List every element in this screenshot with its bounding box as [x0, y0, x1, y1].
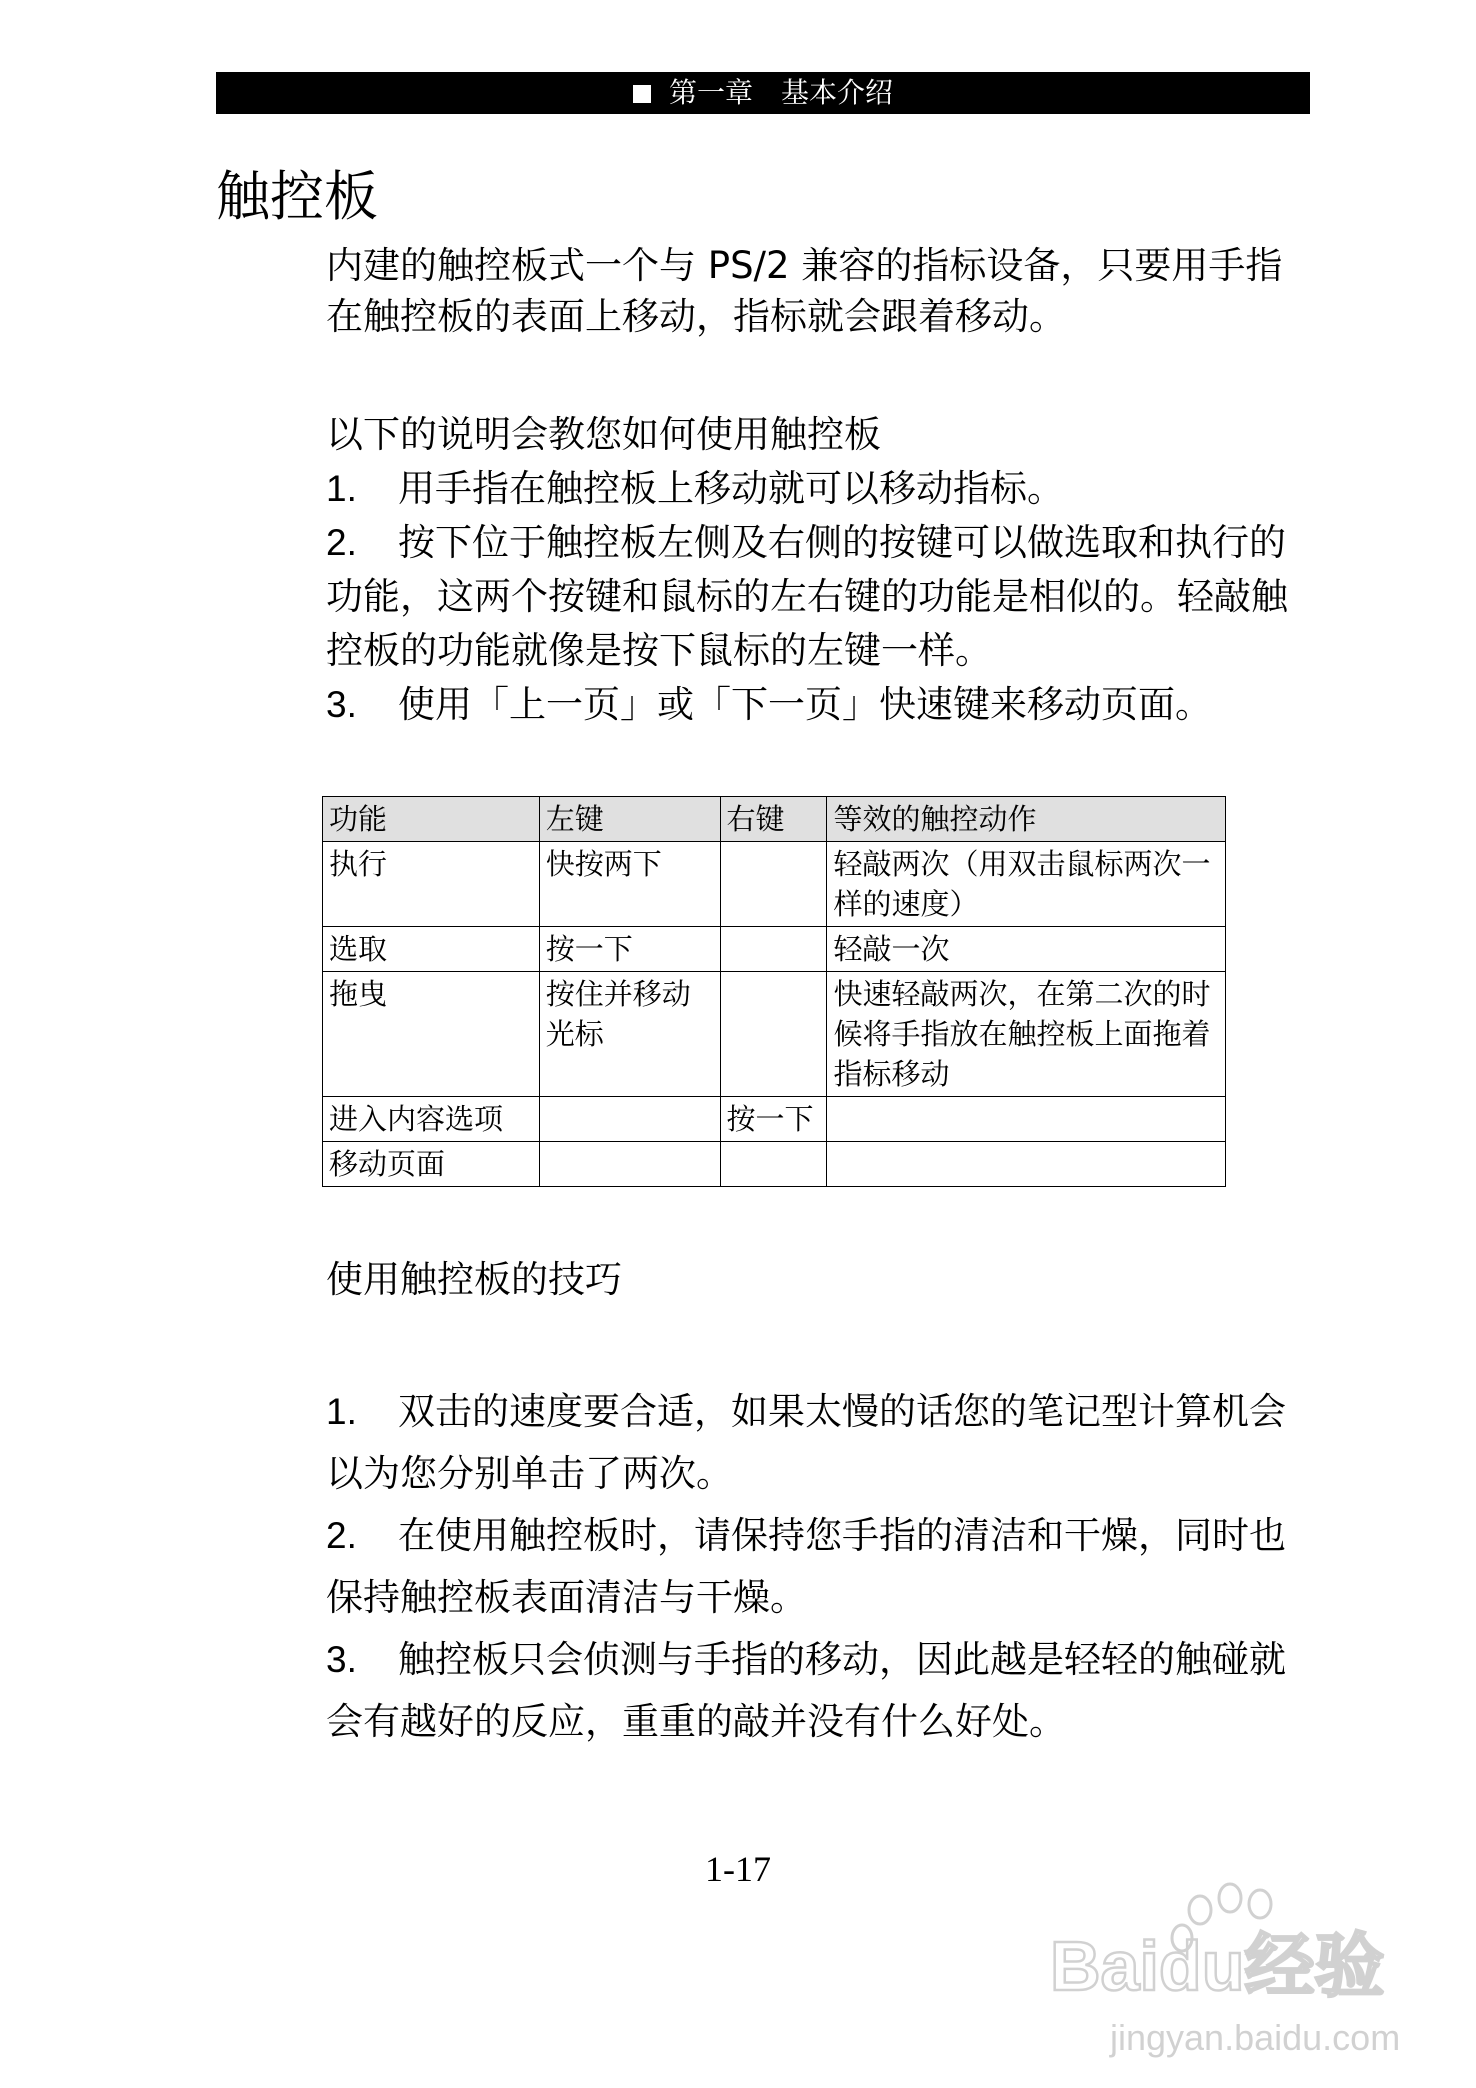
section-title: 触控板: [216, 165, 378, 228]
table-cell: [827, 1097, 1226, 1142]
list-number: 3.: [326, 684, 357, 725]
list-text: 按下位于触控板左侧及右侧的按键可以做选取和执行的功能，这两个按键和鼠标的左右键的功能是相似的。轻敲触控板的功能就像是按下鼠标的左键一样。: [326, 521, 1288, 672]
list-number: 1.: [326, 1391, 357, 1432]
table-cell: [539, 1097, 720, 1142]
table-cell: 轻敲两次（用双击鼠标两次一样的速度）: [827, 842, 1226, 927]
square-bullet-icon: [633, 85, 651, 103]
paw-toe-icon: [1219, 1884, 1241, 1912]
table-row: [323, 1142, 1226, 1187]
tips-list: [326, 1381, 1316, 1753]
list-item: [326, 1381, 1316, 1505]
table-cell: 按一下: [539, 927, 720, 972]
list-text: 使用「上一页」或「下一页」快速键来移动页面。: [398, 683, 1212, 726]
table-row: [323, 927, 1226, 972]
column-header: 右键: [720, 797, 827, 842]
table-cell: 执行: [323, 842, 540, 927]
table-cell: 快按两下: [539, 842, 720, 927]
table-cell: [720, 927, 827, 972]
list-number: 2.: [326, 522, 357, 563]
list-text: 用手指在触控板上移动就可以移动指标。: [398, 467, 1064, 510]
column-header: 功能: [323, 797, 540, 842]
table-cell: [539, 1142, 720, 1187]
baidu-jingyan-watermark: [1010, 1880, 1450, 2070]
list-item: [326, 516, 1316, 678]
list-item: [326, 462, 1316, 516]
table-row: [323, 972, 1226, 1097]
table-cell: [720, 842, 827, 927]
table-cell: [720, 972, 827, 1097]
column-header: 左键: [539, 797, 720, 842]
list-text: 双击的速度要合适，如果太慢的话您的笔记型计算机会以为您分别单击了两次。: [326, 1390, 1286, 1495]
paw-toe-icon: [1249, 1890, 1271, 1918]
table-cell: 按一下: [720, 1097, 827, 1142]
table-cell: 快速轻敲两次，在第二次的时候将手指放在触控板上面拖着指标移动: [827, 972, 1226, 1097]
tips-heading: 使用触控板的技巧: [326, 1258, 622, 1301]
list-text: 触控板只会侦测与手指的移动，因此越是轻轻的触碰就会有越好的反应，重重的敲并没有什么好处。: [326, 1638, 1286, 1743]
chapter-title: 第一章 基本介绍: [668, 76, 893, 109]
function-table: [322, 796, 1226, 1187]
column-header: 等效的触控动作: [827, 797, 1226, 842]
table-cell: 轻敲一次: [827, 927, 1226, 972]
list-item: [326, 1505, 1316, 1629]
usage-heading: 以下的说明会教您如何使用触控板: [326, 413, 881, 456]
table-row: [323, 1097, 1226, 1142]
table-row: [323, 842, 1226, 927]
table-cell: [720, 1142, 827, 1187]
paw-toe-icon: [1189, 1896, 1211, 1924]
usage-list: [326, 462, 1316, 732]
list-item: [326, 678, 1316, 732]
list-text: 在使用触控板时，请保持您手指的清洁和干燥，同时也保持触控板表面清洁与干燥。: [326, 1514, 1286, 1619]
table-cell: 拖曳: [323, 972, 540, 1097]
table-header-row: [323, 797, 1226, 842]
table-cell: 移动页面: [323, 1142, 540, 1187]
list-number: 3.: [326, 1639, 357, 1680]
watermark-url: jingyan.baidu.com: [1110, 2017, 1401, 2058]
table-cell: [827, 1142, 1226, 1187]
watermark-brand: Baidu经验: [1050, 1927, 1385, 2005]
table-cell: 选取: [323, 927, 540, 972]
list-number: 2.: [326, 1515, 357, 1556]
list-number: 1.: [326, 468, 357, 509]
table-cell: 进入内容选项: [323, 1097, 540, 1142]
chapter-header: [216, 72, 1310, 114]
list-item: [326, 1629, 1316, 1753]
intro-paragraph: 内建的触控板式一个与 PS/2 兼容的指标设备，只要用手指在触控板的表面上移动，指标就会跟着移动。: [326, 244, 1283, 338]
page-number: 1-17: [705, 1849, 771, 1889]
table-cell: 按住并移动光标: [539, 972, 720, 1097]
